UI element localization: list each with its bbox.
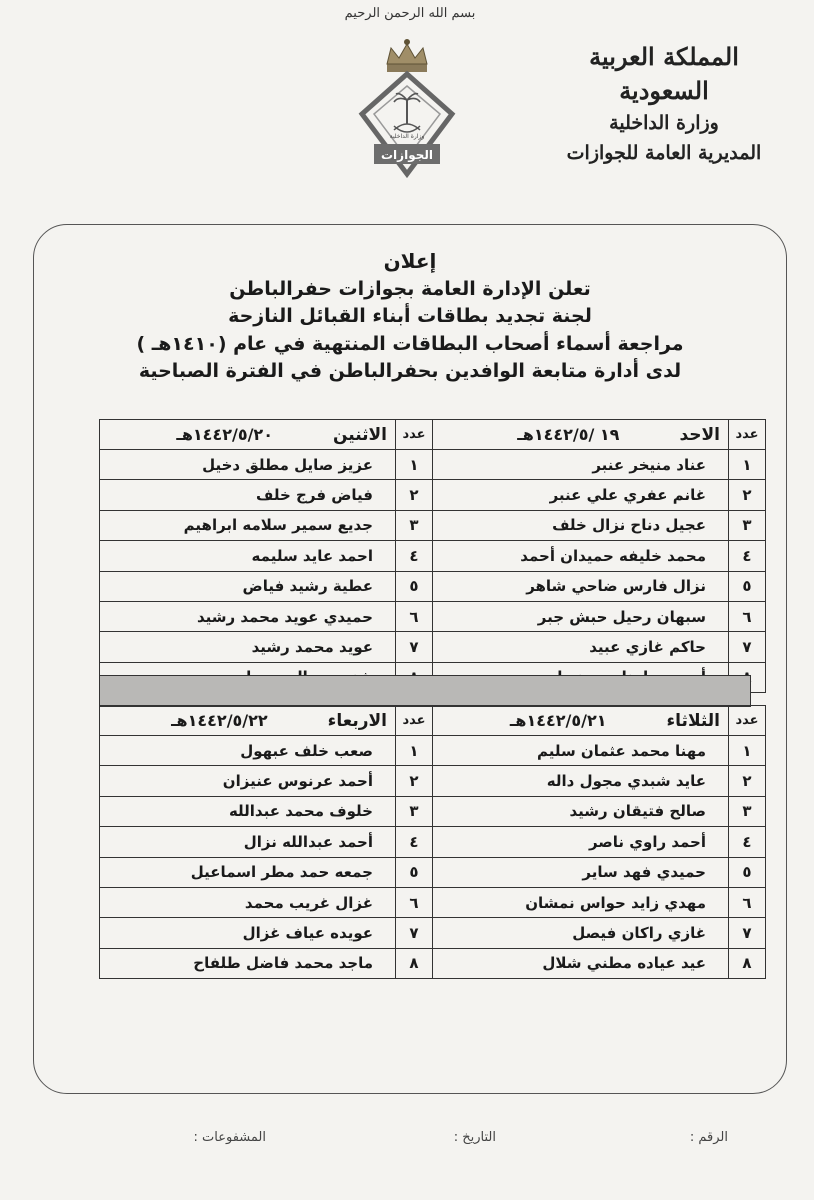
table-row — [100, 796, 766, 826]
table-row — [100, 918, 766, 948]
table-row — [100, 541, 766, 571]
row-number: ٥ — [729, 857, 766, 887]
row-number: ٣ — [729, 796, 766, 826]
kingdom-name: المملكة العربية السعودية — [589, 42, 739, 105]
row-number: ٥ — [396, 571, 433, 601]
row-number: ٦ — [396, 887, 433, 917]
row-number: ٦ — [729, 887, 766, 917]
row-number: ١ — [396, 450, 433, 480]
bismillah-header: بسم الله الرحمن الرحيم — [344, 6, 476, 21]
row-number: ٣ — [396, 510, 433, 540]
day-name: الاربعاء — [327, 710, 387, 731]
letterhead — [544, 40, 784, 168]
roster-table-week-1 — [99, 419, 766, 693]
passports-emblem-icon — [348, 34, 466, 184]
row-number: ٤ — [729, 541, 766, 571]
table-row — [100, 887, 766, 917]
row-number: ٨ — [729, 948, 766, 978]
person-name: مهدي زايد حواس نمشان — [433, 887, 729, 917]
person-name: عطية رشيد فياض — [100, 571, 396, 601]
person-name: غازي راكان فيصل — [433, 918, 729, 948]
person-name: حميدي فهد ساير — [433, 857, 729, 887]
day-header-left — [100, 706, 396, 736]
person-name: غانم عفري علي عنبر — [433, 480, 729, 510]
person-name: مهنا محمد عثمان سليم — [433, 736, 729, 766]
announcement-line-1: تعلن الإدارة العامة بجوازات حفرالباطن — [229, 277, 591, 300]
person-name: نزال فارس ضاحي شاهر — [433, 571, 729, 601]
table-row — [100, 450, 766, 480]
person-name: أحمد عرنوس عنيزان — [100, 766, 396, 796]
row-number: ١ — [396, 736, 433, 766]
day-date: ١٩ /١٤٤٢/٥هـ — [517, 424, 620, 444]
person-name: عويد محمد رشيد — [100, 632, 396, 662]
table-row — [100, 571, 766, 601]
announcement-line-2: لجنة تجديد بطاقات أبناء القبائل النازحة — [228, 305, 592, 327]
row-number: ٢ — [396, 766, 433, 796]
row-number: ٢ — [729, 766, 766, 796]
row-number: ١ — [729, 736, 766, 766]
person-name: خلوف محمد عبدالله — [100, 796, 396, 826]
row-number: ٣ — [729, 510, 766, 540]
count-header: عدد — [396, 420, 433, 450]
person-name: جديع سمير سلامه ابراهيم — [100, 510, 396, 540]
person-name: حميدي عويد محمد رشيد — [100, 601, 396, 631]
person-name: عويده عياف غزال — [100, 918, 396, 948]
table-separator-band — [99, 675, 751, 707]
count-header: عدد — [729, 420, 766, 450]
row-number: ٣ — [396, 796, 433, 826]
count-header: عدد — [729, 706, 766, 736]
person-name: غزال غريب محمد — [100, 887, 396, 917]
person-name: فياض فرج خلف — [100, 480, 396, 510]
person-name: صالح فتيقان رشيد — [433, 796, 729, 826]
table-row — [100, 632, 766, 662]
announcement-title: إعلان — [383, 249, 437, 273]
person-name: محمد خليفه حميدان أحمد — [433, 541, 729, 571]
person-name: أحمد عبدالله نزال — [100, 827, 396, 857]
roster-table-week-2 — [99, 705, 766, 979]
table-row — [100, 766, 766, 796]
row-number: ٧ — [729, 918, 766, 948]
row-number: ٨ — [396, 948, 433, 978]
day-header-right — [433, 706, 729, 736]
announcement-text — [50, 248, 770, 386]
row-number: ٤ — [396, 827, 433, 857]
person-name: عيد عياده مطني شلال — [433, 948, 729, 978]
announcement-line-4: لدى أدارة متابعة الوافدين بحفرالباطن في الفترة الصباحية — [138, 360, 682, 382]
table-row — [100, 510, 766, 540]
table-row — [100, 827, 766, 857]
crown-icon — [387, 39, 427, 72]
roster-header-row — [100, 706, 766, 736]
ministry-name: وزارة الداخلية — [609, 112, 719, 134]
day-date: ١٤٤٢/٥/٢٠هـ — [176, 424, 273, 444]
count-header: عدد — [396, 706, 433, 736]
emblem-label: الجوازات — [381, 148, 433, 162]
person-name: جمعه حمد مطر اسماعيل — [100, 857, 396, 887]
row-number: ٥ — [396, 857, 433, 887]
table-row — [100, 857, 766, 887]
row-number: ٤ — [729, 827, 766, 857]
row-number: ٧ — [396, 918, 433, 948]
day-header-left — [100, 420, 396, 450]
person-name: أحمد راوي ناصر — [433, 827, 729, 857]
row-number: ٧ — [396, 632, 433, 662]
footer-number-label: الرقم : — [689, 1130, 728, 1145]
day-date: ١٤٤٢/٥/٢١هـ — [509, 710, 607, 730]
table-row — [100, 736, 766, 766]
person-name: ماجد محمد فاضل طلفاح — [100, 948, 396, 978]
day-name: الاحد — [679, 424, 720, 445]
footer-date-label: التاريخ : — [453, 1130, 496, 1145]
footer-attachments-label: المشفوعات : — [193, 1130, 266, 1145]
directorate-name: المديرية العامة للجوازات — [566, 142, 762, 164]
row-number: ٢ — [729, 480, 766, 510]
person-name: صعب خلف عبهول — [100, 736, 396, 766]
row-number: ٥ — [729, 571, 766, 601]
row-number: ٢ — [396, 480, 433, 510]
roster-header-row — [100, 420, 766, 450]
row-number: ٤ — [396, 541, 433, 571]
person-name: احمد عايد سليمه — [100, 541, 396, 571]
table-row — [100, 480, 766, 510]
person-name: عزيز صايل مطلق دخيل — [100, 450, 396, 480]
announcement-line-3: مراجعة أسماء أصحاب البطاقات المنتهية في عام (١٤١٠هـ ) — [136, 332, 684, 355]
person-name: عايد شبدي مجول داله — [433, 766, 729, 796]
table-row — [100, 601, 766, 631]
row-number: ٦ — [396, 601, 433, 631]
person-name: عجيل دناح نزال خلف — [433, 510, 729, 540]
row-number: ٦ — [729, 601, 766, 631]
day-header-right — [433, 420, 729, 450]
day-name: الثلاثاء — [666, 710, 720, 731]
emblem-sub-label: وزارة الداخلية — [389, 133, 425, 140]
row-number: ١ — [729, 450, 766, 480]
person-name: حاكم غازي عبيد — [433, 632, 729, 662]
person-name: عناد منيخر عنبر — [433, 450, 729, 480]
day-name: الاثنين — [332, 424, 387, 445]
row-number: ٧ — [729, 632, 766, 662]
person-name: سبهان رحيل حبش جبر — [433, 601, 729, 631]
day-date: ١٤٤٢/٥/٢٢هـ — [171, 710, 268, 730]
table-row — [100, 948, 766, 978]
